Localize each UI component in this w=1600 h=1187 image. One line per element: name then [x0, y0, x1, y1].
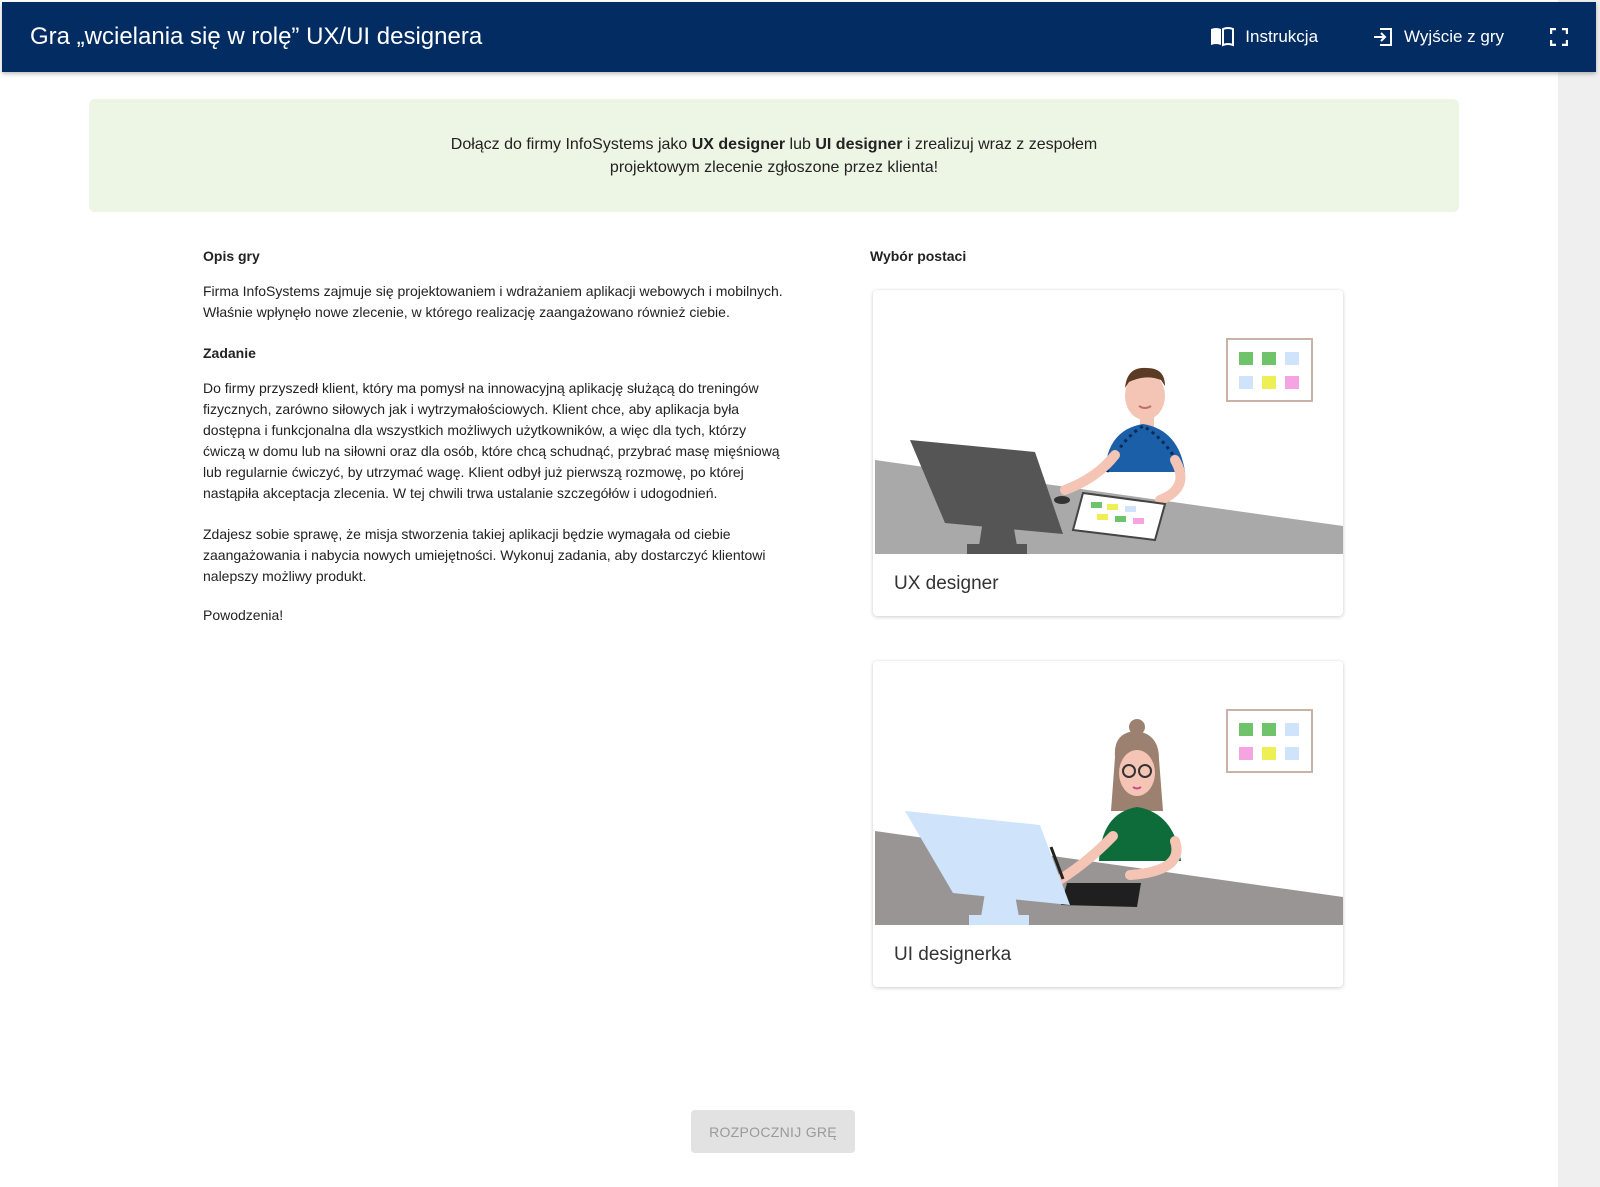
- character-label-ui: UI designerka: [894, 944, 1012, 965]
- instruction-label: Instrukcja: [1245, 27, 1319, 46]
- description-heading: Opis gry: [203, 248, 260, 264]
- intro-banner: [89, 99, 1459, 212]
- scrollbar-track[interactable]: [1558, 0, 1600, 1187]
- fullscreen-button[interactable]: [1550, 28, 1568, 46]
- mission-paragraph: Zdajesz sobie sprawę, że misja stworzenia takiej aplikacji będzie wymagała od ciebie zaangażowania i nabycia nowych umiejętności. Wykonuj zadania, aby dostarczyć klientowi nalepszy możliwy produkt.: [203, 526, 766, 584]
- book-icon: [1209, 26, 1235, 48]
- exit-icon: [1372, 26, 1394, 48]
- character-card-ui-designer[interactable]: [873, 661, 1343, 987]
- task-heading: Zadanie: [203, 345, 256, 361]
- task-paragraph: Do firmy przyszedł klient, który ma pomysł na innowacyjną aplikację służącą do treningów fizycznych, zarówno siłowych jak i wytrzymałościowych. Klient chce, aby aplikacja była dostępna i funkcjonalna dla wszystkich możliwych użytkowników, a więc dla tych, którzy ćwiczą w domu lub na siłowni oraz dla osób, które chcą schudnąć, przybrać masę mięśniową lub regularnie ćwiczyć, by utrzymać wagę. Klient odbył już pierwszą rozmowę, po której nastąpiła akceptacja zlecenia. W tej chwili trwa ustalanie szczegółów i udogodnień.: [203, 380, 780, 501]
- character-selection-heading: Wybór postaci: [870, 248, 967, 264]
- fullscreen-icon: [1550, 28, 1568, 46]
- exit-label: Wyjście z gry: [1404, 27, 1504, 46]
- ui-designer-illustration: [875, 661, 1343, 925]
- instruction-button[interactable]: [1209, 26, 1318, 48]
- role-ux-highlight: UX designer: [691, 135, 786, 153]
- good-luck-text: Powodzenia!: [203, 607, 284, 623]
- intro-paragraph: Firma InfoSystems zajmuje się projektowaniem i wdrażaniem aplikacji webowych i mobilnych. Właśnie wpłynęło nowe zlecenie, w którego realizację zaangażowano również ciebie.: [203, 283, 783, 320]
- character-card-ux-designer[interactable]: [873, 290, 1343, 616]
- ux-designer-illustration: [875, 290, 1343, 554]
- character-label-ux: UX designer: [894, 573, 999, 594]
- page-title: Gra „wcielania się w rolę” UX/UI designera: [30, 23, 483, 50]
- exit-button[interactable]: [1372, 26, 1504, 48]
- game-description: [203, 248, 788, 626]
- start-game-button[interactable]: ROZPOCZNIJ GRĘ: [691, 1110, 855, 1153]
- role-ui-highlight: UI designer: [815, 135, 903, 153]
- header-bar: [2, 2, 1596, 72]
- character-selection: [870, 248, 1344, 264]
- intro-text: Dołącz do firmy InfoSystems jako UX designer lub UI designer i zrealizuj wraz z zespołem projektowym zlecenie zgłoszone przez klienta!: [450, 135, 1098, 176]
